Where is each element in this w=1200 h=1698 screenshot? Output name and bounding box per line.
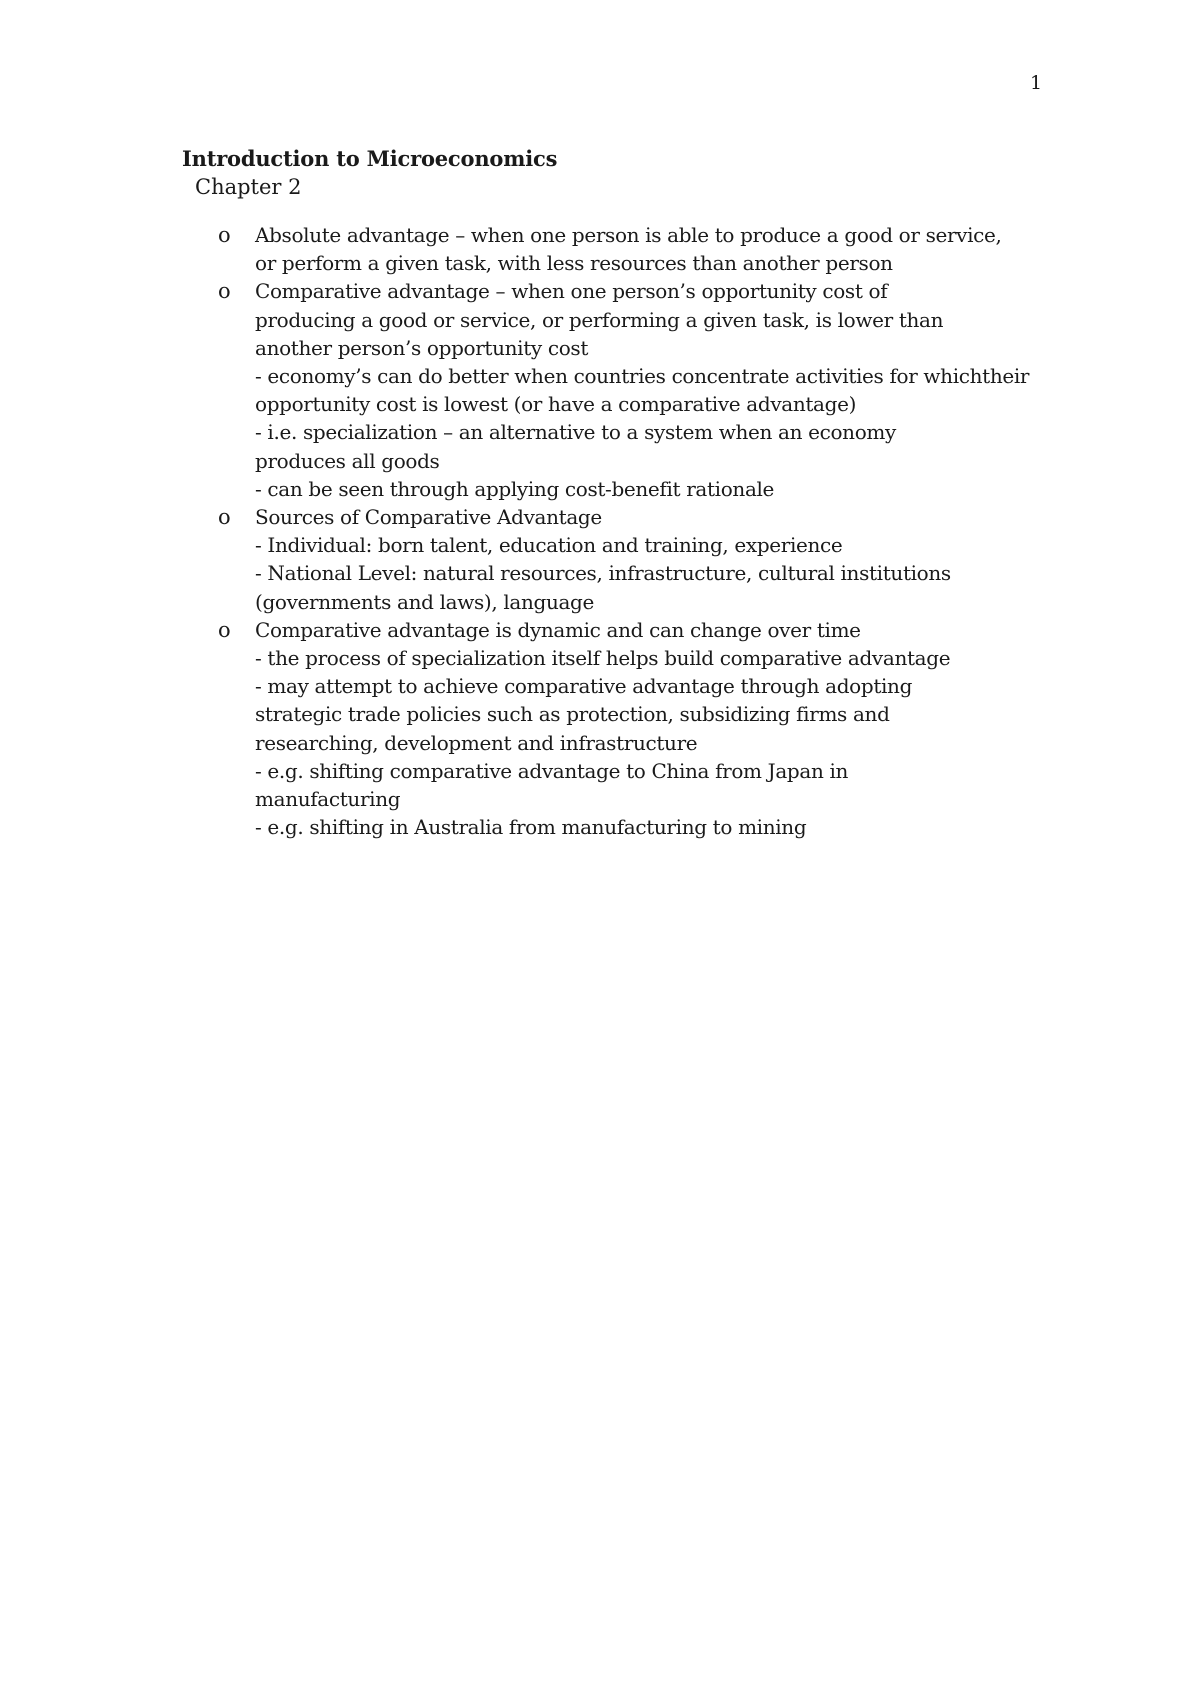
bullet-item-dynamic bbox=[182, 616, 1062, 842]
bullet-line: (governments and laws), language bbox=[255, 589, 594, 614]
bullet-line: - may attempt to achieve comparative advantage through adopting bbox=[255, 674, 913, 699]
bullet-line: - e.g. shifting comparative advantage to China from Japan in bbox=[255, 758, 849, 783]
bullet-line: - National Level: natural resources, infrastructure, cultural institutions bbox=[255, 561, 951, 586]
bullet-line: produces all goods bbox=[255, 448, 440, 473]
bullet-line: - economy’s can do better when countries concentrate activities for whichtheir bbox=[255, 364, 1030, 389]
bullet-line: Absolute advantage – when one person is able to produce a good or service, bbox=[255, 223, 1002, 247]
bullet-line: Comparative advantage is dynamic and can change over time bbox=[255, 617, 861, 642]
bullet-line: opportunity cost is lowest (or have a comparative advantage) bbox=[255, 392, 857, 417]
document-title: Introduction to Microeconomics bbox=[182, 146, 558, 171]
bullet-item-absolute-advantage bbox=[182, 221, 1062, 277]
bullet-marker-icon: o bbox=[218, 223, 231, 247]
bullet-list bbox=[182, 221, 1062, 841]
bullet-line: another person’s opportunity cost bbox=[255, 335, 589, 360]
document-body bbox=[182, 145, 1062, 841]
bullet-marker-icon: o bbox=[218, 617, 231, 642]
bullet-line: - e.g. shifting in Australia from manufacturing to mining bbox=[255, 815, 807, 840]
bullet-line: Sources of Comparative Advantage bbox=[255, 505, 602, 530]
bullet-line: Comparative advantage – when one person’s opportunity cost of bbox=[255, 279, 888, 304]
bullet-line: manufacturing bbox=[255, 787, 401, 812]
bullet-line: - the process of specialization itself helps build comparative advantage bbox=[255, 646, 951, 671]
bullet-item-comparative-advantage bbox=[182, 277, 1062, 503]
bullet-line: - Individual: born talent, education and training, experience bbox=[255, 533, 843, 558]
bullet-marker-icon: o bbox=[218, 279, 231, 304]
bullet-line: strategic trade policies such as protection, subsidizing firms and bbox=[255, 702, 890, 727]
bullet-item-sources bbox=[182, 503, 1062, 616]
bullet-line: - can be seen through applying cost-benefit rationale bbox=[255, 476, 775, 501]
document-subtitle: Chapter 2 bbox=[195, 175, 302, 199]
page-number: 1 bbox=[1030, 72, 1043, 94]
bullet-line: - i.e. specialization – an alternative to a system when an economy bbox=[255, 420, 896, 445]
bullet-marker-icon: o bbox=[218, 505, 231, 530]
bullet-line: producing a good or service, or performing a given task, is lower than bbox=[255, 307, 944, 332]
bullet-line: or perform a given task, with less resources than another person bbox=[255, 251, 893, 276]
bullet-line: researching, development and infrastructure bbox=[255, 730, 698, 755]
